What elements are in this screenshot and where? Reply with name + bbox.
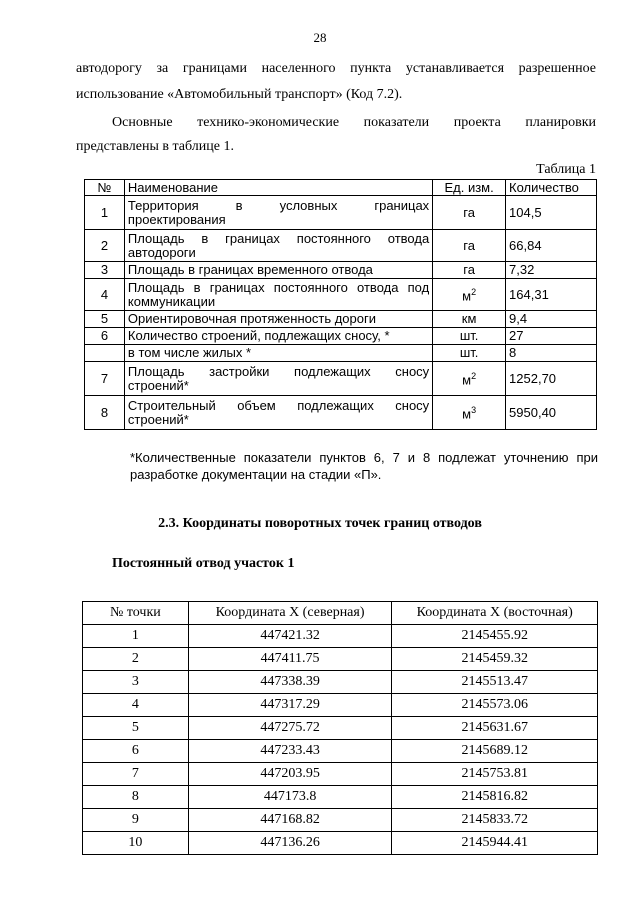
table-row bbox=[83, 625, 598, 648]
point-num: 4 bbox=[83, 694, 189, 717]
row-value: 104,5 bbox=[506, 196, 597, 230]
table-row bbox=[83, 809, 598, 832]
paragraph-2-line-2: представлены в таблице 1. bbox=[76, 139, 234, 154]
row-unit bbox=[433, 196, 506, 230]
unit-text: га bbox=[463, 237, 475, 253]
point-num: 7 bbox=[83, 763, 189, 786]
coordinates-table bbox=[82, 601, 598, 855]
coord-east: 2145459.32 bbox=[392, 648, 598, 671]
table-row bbox=[83, 717, 598, 740]
header-name: Наименование bbox=[124, 180, 432, 196]
row-unit bbox=[433, 362, 506, 396]
row-name: Ориентировочная протяженность дороги bbox=[124, 311, 432, 328]
coord-east: 2145513.47 bbox=[392, 671, 598, 694]
paragraph-1-line-1: автодорогу за границами населенного пункта устанавливается разрешенное bbox=[76, 61, 596, 76]
table-row bbox=[83, 763, 598, 786]
unit-text: шт. bbox=[459, 328, 479, 343]
coord-east: 2145816.82 bbox=[392, 786, 598, 809]
point-num: 8 bbox=[83, 786, 189, 809]
unit-exponent: 2 bbox=[471, 371, 477, 382]
unit-exponent: 3 bbox=[471, 405, 477, 416]
coord-east: 2145455.92 bbox=[392, 625, 598, 648]
point-num: 9 bbox=[83, 809, 189, 832]
table-1-footnote: *Количественные показатели пунктов 6, 7 и 8 подлежат уточнению при разработке документации на стадии «П». bbox=[130, 450, 598, 482]
point-num: 3 bbox=[83, 671, 189, 694]
row-num: 3 bbox=[85, 262, 125, 279]
row-name: Количество строений, подлежащих сносу, * bbox=[124, 328, 432, 345]
row-value: 5950,40 bbox=[506, 396, 597, 430]
table-row bbox=[83, 832, 598, 855]
coord-north: 447421.32 bbox=[188, 625, 392, 648]
coord-north: 447168.82 bbox=[188, 809, 392, 832]
header-value: Количество bbox=[506, 180, 597, 196]
section-heading: 2.3. Координаты поворотных точек границ отводов bbox=[158, 516, 482, 531]
row-num: 6 bbox=[85, 328, 125, 345]
coord-north: 447338.39 bbox=[188, 671, 392, 694]
row-name: Площадь в границах постоянного отвода под коммуникации bbox=[124, 279, 432, 311]
row-unit bbox=[433, 328, 506, 345]
coord-north: 447173.8 bbox=[188, 786, 392, 809]
row-name: Площадь застройки подлежащих сносу строений* bbox=[124, 362, 432, 396]
paragraph-1-line-2: использование «Автомобильный транспорт» (Код 7.2). bbox=[76, 87, 403, 102]
point-num: 10 bbox=[83, 832, 189, 855]
table-row bbox=[83, 786, 598, 809]
coord-north: 447411.75 bbox=[188, 648, 392, 671]
point-num: 5 bbox=[83, 717, 189, 740]
coord-north: 447275.72 bbox=[188, 717, 392, 740]
row-unit bbox=[433, 279, 506, 311]
table-header-row bbox=[83, 602, 598, 625]
coord-north: 447233.43 bbox=[188, 740, 392, 763]
row-num: 2 bbox=[85, 230, 125, 262]
row-num: 7 bbox=[85, 362, 125, 396]
subsection-heading: Постоянный отвод участок 1 bbox=[112, 556, 295, 571]
row-unit bbox=[433, 345, 506, 362]
point-num: 6 bbox=[83, 740, 189, 763]
table-1-caption: Таблица 1 bbox=[536, 162, 596, 177]
table-row bbox=[85, 345, 597, 362]
coord-east: 2145833.72 bbox=[392, 809, 598, 832]
header-num: № bbox=[85, 180, 125, 196]
row-value: 66,84 bbox=[506, 230, 597, 262]
page-number: 28 bbox=[313, 30, 327, 45]
row-name: Территория в условных границах проектирования bbox=[124, 196, 432, 230]
unit-text: шт. bbox=[459, 345, 479, 360]
table-row bbox=[85, 196, 597, 230]
row-num: 1 bbox=[85, 196, 125, 230]
unit-text: м bbox=[462, 406, 472, 422]
row-unit bbox=[433, 262, 506, 279]
unit-text: км bbox=[461, 311, 477, 326]
point-num: 1 bbox=[83, 625, 189, 648]
row-value: 1252,70 bbox=[506, 362, 597, 396]
point-num: 2 bbox=[83, 648, 189, 671]
row-num bbox=[85, 345, 125, 362]
row-value: 8 bbox=[506, 345, 597, 362]
indicators-table bbox=[84, 179, 597, 430]
table-row bbox=[83, 648, 598, 671]
row-name: Строительный объем подлежащих сносу строений* bbox=[124, 396, 432, 430]
header-coord-north: Координата X (северная) bbox=[188, 602, 392, 625]
unit-text: га bbox=[463, 204, 475, 220]
row-name: в том числе жилых * bbox=[124, 345, 432, 362]
table-row bbox=[85, 279, 597, 311]
coord-east: 2145631.67 bbox=[392, 717, 598, 740]
row-unit bbox=[433, 396, 506, 430]
row-unit bbox=[433, 311, 506, 328]
row-value: 7,32 bbox=[506, 262, 597, 279]
coord-north: 447136.26 bbox=[188, 832, 392, 855]
header-unit: Ед. изм. bbox=[433, 180, 506, 196]
table-row bbox=[85, 262, 597, 279]
coord-north: 447317.29 bbox=[188, 694, 392, 717]
row-unit bbox=[433, 230, 506, 262]
row-num: 5 bbox=[85, 311, 125, 328]
row-value: 164,31 bbox=[506, 279, 597, 311]
row-name: Площадь в границах временного отвода bbox=[124, 262, 432, 279]
paragraph-2-line-1: Основные технико-экономические показатели проекта планировки bbox=[112, 115, 596, 130]
table-row bbox=[85, 362, 597, 396]
coord-east: 2145689.12 bbox=[392, 740, 598, 763]
table-row bbox=[83, 671, 598, 694]
table-row bbox=[83, 740, 598, 763]
coord-east: 2145573.06 bbox=[392, 694, 598, 717]
table-row bbox=[83, 694, 598, 717]
unit-text: м bbox=[462, 372, 472, 388]
row-num: 4 bbox=[85, 279, 125, 311]
table-row bbox=[85, 311, 597, 328]
row-num: 8 bbox=[85, 396, 125, 430]
table-row bbox=[85, 230, 597, 262]
coord-east: 2145944.41 bbox=[392, 832, 598, 855]
row-value: 9,4 bbox=[506, 311, 597, 328]
coord-east: 2145753.81 bbox=[392, 763, 598, 786]
table-row bbox=[85, 396, 597, 430]
header-point-num: № точки bbox=[83, 602, 189, 625]
unit-text: м bbox=[462, 288, 472, 304]
table-header-row bbox=[85, 180, 597, 196]
coord-north: 447203.95 bbox=[188, 763, 392, 786]
unit-text: га bbox=[463, 262, 475, 277]
header-coord-east: Координата X (восточная) bbox=[392, 602, 598, 625]
table-row bbox=[85, 328, 597, 345]
row-value: 27 bbox=[506, 328, 597, 345]
unit-exponent: 2 bbox=[471, 287, 477, 298]
row-name: Площадь в границах постоянного отвода автодороги bbox=[124, 230, 432, 262]
